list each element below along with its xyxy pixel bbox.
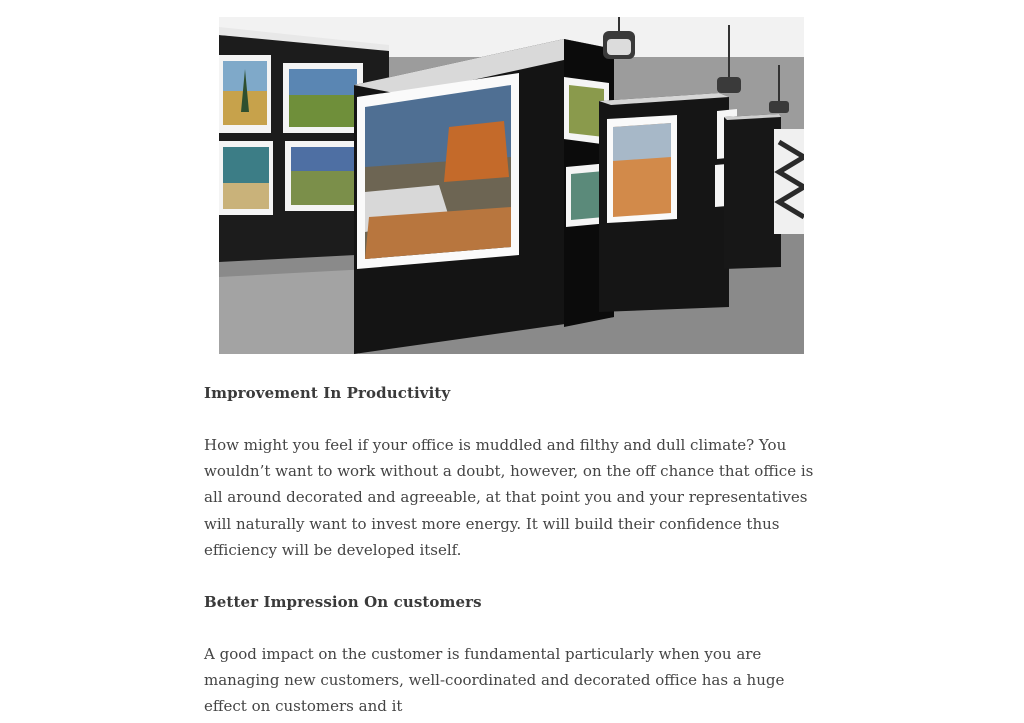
section-body-productivity: How might you feel if your office is muddled and filthy and dull climate? You wouldn’t want to work without a doubt, however, on the off chance that office is all around decorated and agreeable, at that point you and your representatives will naturally want to invest more energy. It will build their confidence thus efficiency will be developed itself. xyxy=(204,436,814,559)
section-heading-impression: Better Impression On customers xyxy=(204,593,482,612)
hero-image xyxy=(219,17,804,354)
article xyxy=(204,17,824,720)
section-heading-productivity: Improvement In Productivity xyxy=(204,384,451,402)
gallery-photo xyxy=(219,17,804,354)
section-body-impression: A good impact on the customer is fundamental particularly when you are managing new customers, well-coordinated and decorated office has a huge effect on customers and it xyxy=(204,645,785,716)
